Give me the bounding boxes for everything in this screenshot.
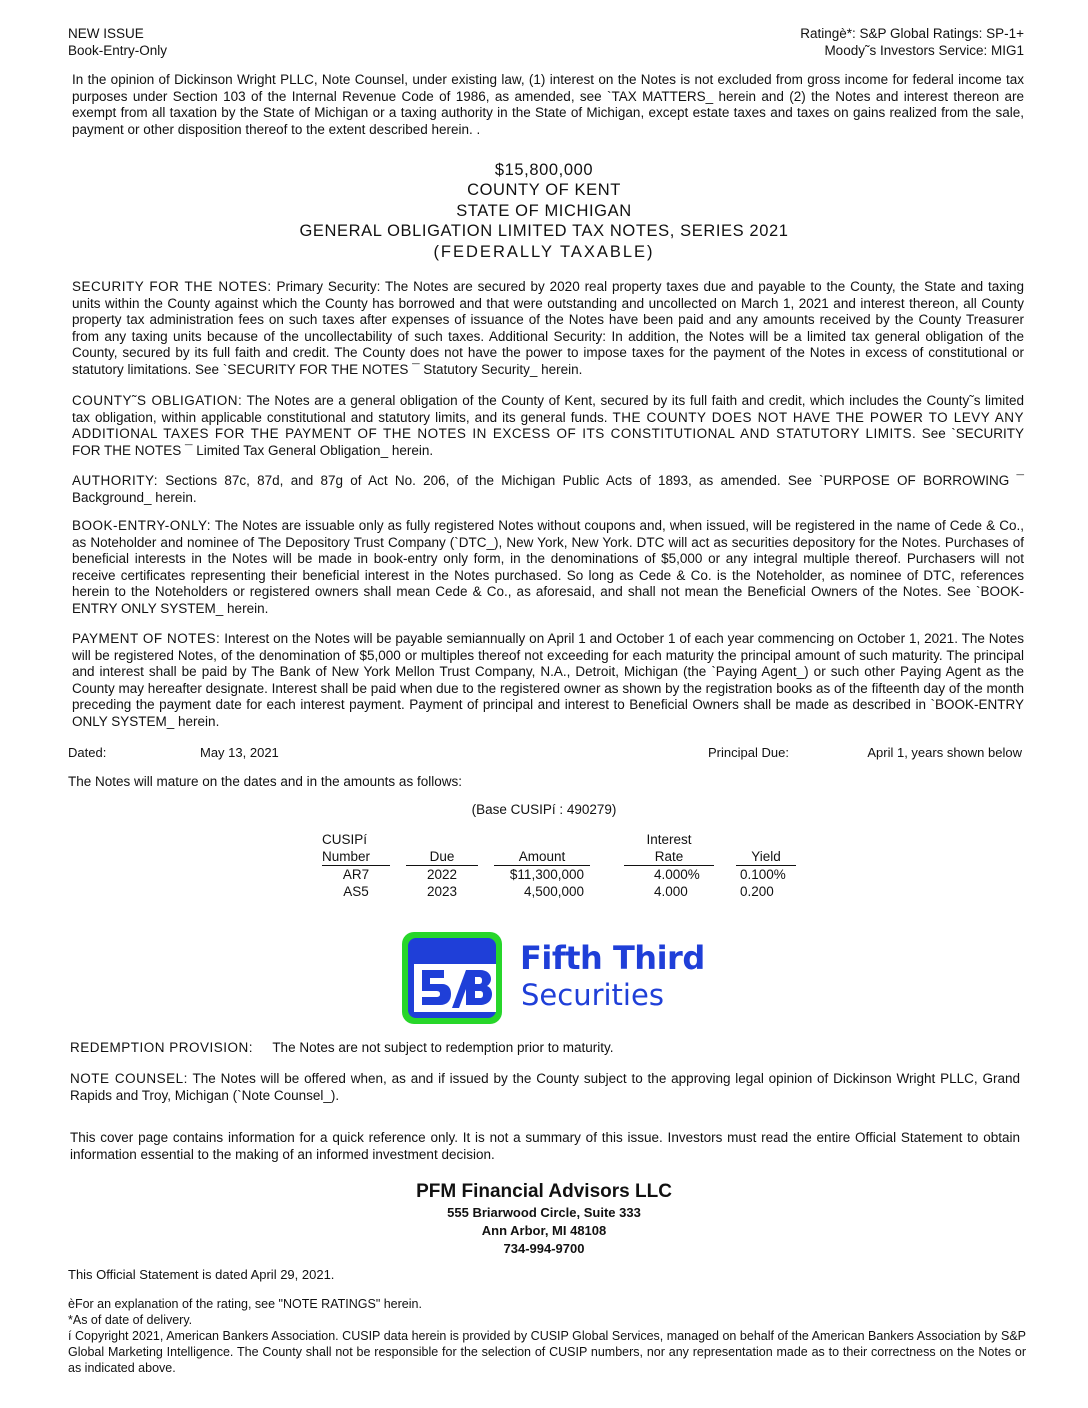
amount-header: Amount bbox=[494, 848, 590, 866]
rate-header-bottom: Rate bbox=[624, 848, 714, 866]
principal-due-value: April 1, years shown below bbox=[867, 745, 1022, 760]
issuer-name: COUNTY OF KENT bbox=[467, 181, 621, 200]
book-entry-label: Book-Entry-Only bbox=[68, 42, 168, 58]
due-header: Due bbox=[406, 848, 478, 866]
logo-line-1: Fifth Third bbox=[520, 939, 705, 977]
maturity-intro: The Notes will mature on the dates and in the amounts as follows: bbox=[68, 774, 462, 789]
table-row bbox=[322, 866, 796, 884]
yield-cell: 0.100% bbox=[740, 867, 786, 882]
issuer-state: STATE OF MICHIGAN bbox=[456, 201, 632, 220]
taxable-status: (FEDERALLY TAXABLE) bbox=[433, 242, 655, 261]
note-counsel-section bbox=[70, 1071, 1020, 1104]
rate-cell: 4.000 bbox=[654, 884, 688, 899]
note-counsel-body: The Notes will be offered when, as and if issued by the County subject to the approving legal opinion of Dickinson Wright PLLC, Grand Rapids and Troy, Michigan (`Note Counsel_). bbox=[70, 1071, 1020, 1103]
title-block bbox=[0, 160, 1088, 262]
amount-cell: 4,500,000 bbox=[523, 884, 584, 899]
payment-section bbox=[72, 631, 1024, 731]
payment-heading: PAYMENT OF NOTES: bbox=[72, 631, 221, 646]
cusip-header-bottom: Number bbox=[322, 848, 390, 866]
due-cell: 2022 bbox=[426, 867, 458, 882]
amount-cell: $11,300,000 bbox=[509, 867, 584, 882]
moodys-rating: Moody˜s Investors Service: MIG1 bbox=[824, 42, 1024, 58]
statement-date: This Official Statement is dated April 29, 2021. bbox=[68, 1267, 335, 1282]
cusip-header-top: CUSIPí bbox=[322, 832, 368, 847]
book-entry-body: The Notes are issuable only as fully registered Notes without coupons and, when issued, will be registered in the name of Cede & Co., as Noteholder and nominee of The Depository Trust Company (`DTC_), New York, New York. DTC will act as securities depository for the Notes. Purchases of beneficial interests in the Notes will be made in book-entry only form, in the denominations of $5,000 or any integral multiple thereof. Purchasers will not receive certificates representing their beneficial interest in the Notes purchased. So long as Cede & Co. is the Noteholder, as nominee of DTC, references herein to the Noteholders or registered owners shall mean Cede & Co., as aforesaid, and shall not mean the Beneficial Owners of the Notes. See `BOOK-ENTRY ONLY SYSTEM_ herein. bbox=[72, 518, 1024, 616]
dated-label: Dated: bbox=[68, 745, 107, 760]
table-header-row-1 bbox=[322, 831, 796, 848]
new-issue-label: NEW ISSUE bbox=[68, 26, 144, 41]
financial-advisor-block bbox=[0, 1180, 1088, 1258]
fifth-third-logo bbox=[400, 930, 705, 1026]
due-cell: 2023 bbox=[426, 884, 458, 899]
series-title: GENERAL OBLIGATION LIMITED TAX NOTES, SERIES 2021 bbox=[299, 222, 789, 241]
yield-header: Yield bbox=[736, 848, 796, 866]
footnote-rating: èFor an explanation of the rating, see "NOTE RATINGS" herein. bbox=[68, 1297, 422, 1311]
issue-header-left bbox=[68, 26, 167, 59]
obligation-section bbox=[72, 393, 1024, 459]
cover-page-note: This cover page contains information for a quick reference only. It is not a summary of this issue. Investors must read the entire Official Statement to obtain information essential to the making of an informed investment decision. bbox=[70, 1130, 1020, 1162]
footnote-cusip: í Copyright 2021, American Bankers Association. CUSIP data herein is provided by CUSIP Global Services, managed on behalf of the American Bankers Association by S&P Global Marketing Intelligence. The County shall not be responsible for the selection of CUSIP numbers, nor any representation made as to their correctness on the Notes or as indicated above. bbox=[68, 1329, 1026, 1375]
obligation-heading: COUNTY˜S OBLIGATION: bbox=[72, 393, 243, 408]
payment-body: Interest on the Notes will be payable semiannually on April 1 and October 1 of each year commencing on October 1, 2021. The Notes will be registered Notes, of the denomination of $5,000 or multiples thereof not exceeding for each maturity the principal amount of such maturity. The principal and interest shall be paid by The Bank of New York Mellon Trust Company, N.A., Detroit, Michigan (the `Paying Agent_) or such other Paying Agent as the County may hereafter designate. Interest shall be paid when due to the registered owner as shown by the registration books as of the fifteenth day of the month preceding the payment date for each interest payment. Payment of principal and interest to Beneficial Owners shall be made as described in `BOOK-ENTRY ONLY SYSTEM_ herein. bbox=[72, 631, 1024, 729]
security-body: Primary Security: The Notes are secured by 2020 real property taxes due and payable to the County, the State and taxing units within the County against which the County has borrowed and that were outstanding and uncollected on March 1, 2021 and interest thereon, all County property tax administration fees on such taxes after expenses of issuance of the Notes have been paid and any amounts received by the County Treasurer from any taxing units because of the uncollectability of such taxes. Additional Security: In addition, the Notes will be a limited tax general obligation of the County, secured by its full faith and credit. The County does not have the power to impose taxes for the payment of the Notes in excess of constitutional or statutory limitations. See `SECURITY FOR THE NOTES ¯ Statutory Security_ herein. bbox=[72, 279, 1024, 377]
ratings-header bbox=[800, 26, 1024, 59]
redemption-body: The Notes are not subject to redemption prior to maturity. bbox=[272, 1040, 614, 1055]
dated-value: May 13, 2021 bbox=[200, 745, 279, 760]
security-heading: SECURITY FOR THE NOTES: bbox=[72, 279, 272, 294]
cusip-cell: AR7 bbox=[342, 867, 370, 882]
cusip-cell: AS5 bbox=[343, 884, 369, 899]
security-section bbox=[72, 279, 1024, 379]
footnotes bbox=[68, 1296, 1026, 1376]
advisor-address-2: Ann Arbor, MI 48108 bbox=[481, 1223, 607, 1238]
redemption-heading: REDEMPTION PROVISION: bbox=[70, 1040, 254, 1055]
footnote-delivery: *As of date of delivery. bbox=[68, 1313, 193, 1327]
advisor-name: PFM Financial Advisors LLC bbox=[416, 1181, 672, 1202]
advisor-phone: 734-994-9700 bbox=[503, 1241, 585, 1256]
book-entry-section bbox=[72, 518, 1024, 618]
redemption-section bbox=[70, 1040, 613, 1057]
principal-due-label: Principal Due: bbox=[708, 745, 789, 760]
authority-body: Sections 87c, 87d, and 87g of Act No. 206, of the Michigan Public Acts of 1893, as amended. See `PURPOSE OF BORROWING ¯ Background_ herein. bbox=[72, 473, 1024, 505]
table-header-row-2 bbox=[322, 848, 796, 866]
yield-cell: 0.200 bbox=[740, 884, 774, 899]
table-row bbox=[322, 883, 796, 900]
advisor-address-1: 555 Briarwood Circle, Suite 333 bbox=[447, 1205, 641, 1220]
note-counsel-heading: NOTE COUNSEL: bbox=[70, 1071, 188, 1086]
rate-cell: 4.000% bbox=[654, 867, 700, 882]
base-cusip: (Base CUSIPí : 490279) bbox=[471, 802, 617, 817]
authority-section bbox=[72, 473, 1024, 506]
sp-rating: Ratingè*: S&P Global Ratings: SP-1+ bbox=[800, 26, 1024, 41]
authority-heading: AUTHORITY: bbox=[72, 473, 159, 488]
obligation-body: The Notes are a general obligation of the County of Kent, secured by its full faith and credit, which includes the County˜s limited tax obligation, within applicable constitutional and statutory limits, and its general funds. bbox=[72, 393, 1025, 425]
logo-line-2: Securities bbox=[521, 978, 664, 1012]
book-entry-heading: BOOK-ENTRY-ONLY: bbox=[72, 518, 212, 533]
obligation-caps: THE COUNTY DOES NOT HAVE THE POWER TO LEVY ANY ADDITIONAL TAXES FOR THE PAYMENT OF THE NOTES IN EXCESS OF ITS CONSTITUTIONAL AND STATUTORY LIMITS. bbox=[72, 409, 1024, 442]
obligation-tail: See `SECURITY FOR THE NOTES ¯ Limited Tax General Obligation_ herein. bbox=[72, 426, 1024, 458]
issue-amount: $15,800,000 bbox=[494, 161, 594, 179]
tax-opinion-paragraph: In the opinion of Dickinson Wright PLLC, Note Counsel, under existing law, (1) interest on the Notes is not excluded from gross income for federal income tax purposes under Section 103 of the Internal Revenue Code of 1986, as amended, see `TAX MATTERS_ herein and (2) the Notes and interest thereon are exempt from all taxation by the State of Michigan or a taxing authority in the State of Michigan, except estate taxes and taxes on gains realized from the sale, payment or other disposition thereof to the extent described herein. . bbox=[72, 72, 1024, 137]
maturity-table bbox=[322, 831, 796, 900]
rate-header-top: Interest bbox=[646, 832, 692, 847]
